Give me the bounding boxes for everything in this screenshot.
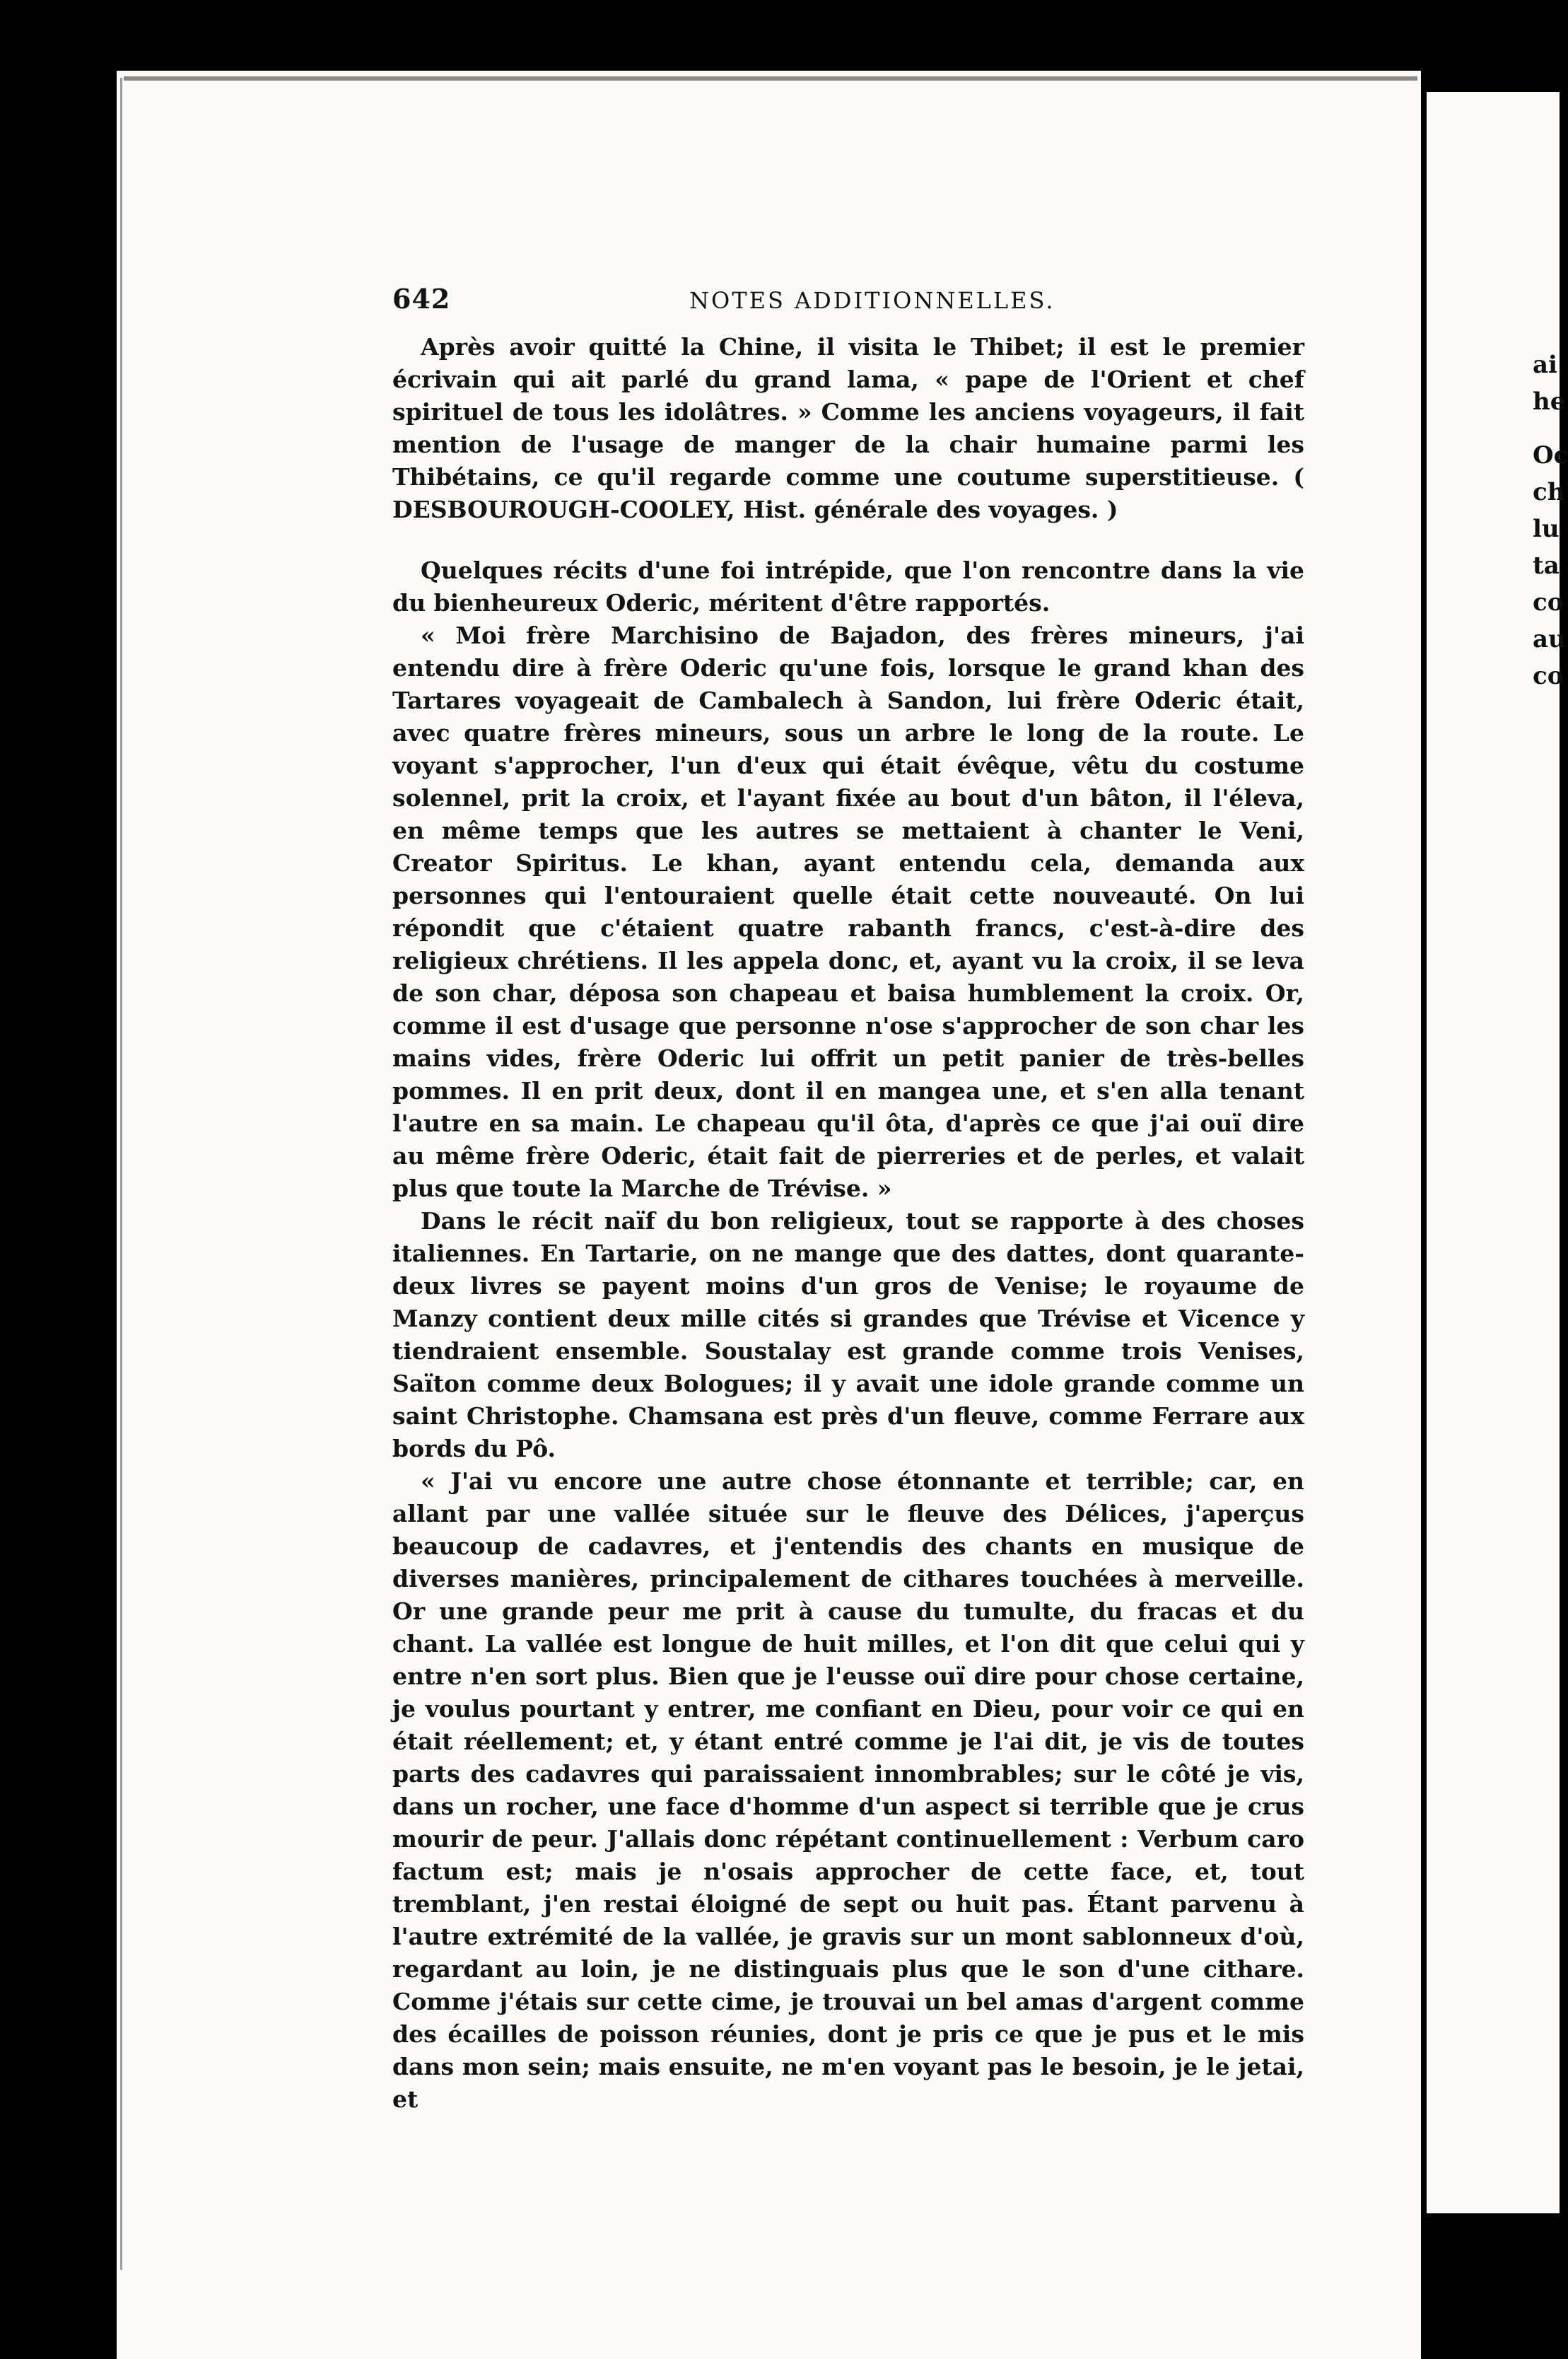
fragment: au xyxy=(1533,625,1566,653)
fragment: co xyxy=(1533,588,1564,617)
paragraph: « Moi frère Marchisino de Bajadon, des frères mineurs, j'ai entendu dire à frère Oderic qu'une fois, lorsque le grand khan des Tartares voyageait de Cambalech à Sandon, lui frère Oderic était, avec quatre frères mineurs, sous un arbre le long de la route. Le voyant s'approcher, l'un d'eux qui était évêque, vêtu du costume solennel, prit la croix, et l'ayant fixée au bout d'un bâton, il l'éleva, en même temps que les autres se mettaient à chanter le Veni, Creator Spiritus. Le khan, ayant entendu cela, demanda aux personnes qui l'entouraient quelle était cette nouveauté. On lui répondit que c'étaient quatre rabanth francs, c'est-à-dire des religieux chrétiens. Il les appela donc, et, ayant vu la croix, il se leva de son char, déposa son chapeau et baisa humblement la croix. Or, comme il est d'usage que personne n'ose s'approcher de son char les mains vides, frère Oderic lui offrit un petit panier de très-belles pommes. Il en prit deux, dont il en mangea une, et s'en alla tenant l'autre en sa main. Le chapeau qu'il ôta, d'après ce que j'ai ouï dire au même frère Oderic, était fait de pierreries et de perles, et valait plus que toute la Marche de Trévise. » xyxy=(392,622,1304,1202)
fragment: he xyxy=(1533,388,1566,416)
paragraph: Quelques récits d'une foi intrépide, que l'on rencontre dans la vie du bienheureux Oderic, méritent d'être rapportés. xyxy=(392,557,1304,617)
paragraph: « J'ai vu encore une autre chose étonnante et terrible; car, en allant par une vallée située sur le fleuve des Délices, j'aperçus beaucoup de cadavres, et j'entendis des chants en musique de diverses manières, principalement de cithares touchées à merveille. Or une grande peur me prit à cause du tumulte, du fracas et du chant. La vallée est longue de huit milles, et l'on dit que celui qui y entre n'en sort plus. Bien que je l'eusse ouï dire pour chose certaine, je voulus pourtant y entrer, me confiant en Dieu, pour voir ce qui en était réellement; et, y étant entré comme je l'ai dit, je vis de toutes parts des cadavres qui paraissaient innombrables; sur le côté je vis, dans un rocher, une face d'homme d'un aspect si terrible que je crus mourir de peur. J'allais donc répétant continuellement : Verbum caro factum est; mais je n'osais approcher de cette face, et, tout tremblant, j'en restai éloigné de sept ou huit pas. Étant parvenu à l'autre extrémité de la vallée, je gravis sur un mont sablonneux d'où, regardant au loin, je ne distinguais plus que le son d'une cithare. Comme j'étais sur cette cime, je trouvai un bel amas d'argent comme des écailles de poisson réunies, dont je pris ce que je pus et le mis dans mon sein; mais ensuite, ne m'en voyant pas le besoin, je le jetai, et xyxy=(392,1467,1304,2113)
fragment: co xyxy=(1533,662,1564,690)
paragraph: Après avoir quitté la Chine, il visita le Thibet; il est le premier écrivain qui ait parlé du grand lama, « pape de l'Orient et chef spirituel de tous les idolâtres. » Comme les anciens voyageurs, il fait mention de l'usage de manger de la chair humaine parmi les Thibétains, ce qu'il regarde comme une coutume superstitieuse. ( DESBOUROUGH-COOLEY, Hist. générale des voyages. ) xyxy=(392,333,1304,523)
page-number: 642 xyxy=(392,283,451,315)
fragment: lu xyxy=(1533,515,1560,543)
adjacent-page-fragments xyxy=(1533,346,1568,694)
fragment: Oc xyxy=(1533,441,1568,470)
fragment-gap xyxy=(1533,420,1568,437)
running-head-title: NOTES ADDITIONNELLES. xyxy=(689,287,1055,314)
running-head xyxy=(392,283,1304,331)
page-top-edge xyxy=(124,76,1417,81)
page-content xyxy=(392,283,1304,2116)
fragment: ch xyxy=(1533,478,1565,506)
fragment: ai xyxy=(1533,351,1557,379)
fragment: ta xyxy=(1533,552,1560,580)
paragraph: Dans le récit naïf du bon religieux, tout se rapporte à des choses italiennes. En Tartarie, on ne mange que des dattes, dont quarante-deux livres se payent moins d'un gros de Venise; le royaume de Manzy contient deux mille cités si grandes que Trévise et Vicence y tiendraient ensemble. Soustalay est grande comme trois Venises, Saïton comme deux Bologues; il y avait une idole grande comme un saint Christophe. Chamsana est près d'un fleuve, comme Ferrare aux bords du Pô. xyxy=(392,1207,1304,1462)
page-left-edge xyxy=(120,78,122,2270)
